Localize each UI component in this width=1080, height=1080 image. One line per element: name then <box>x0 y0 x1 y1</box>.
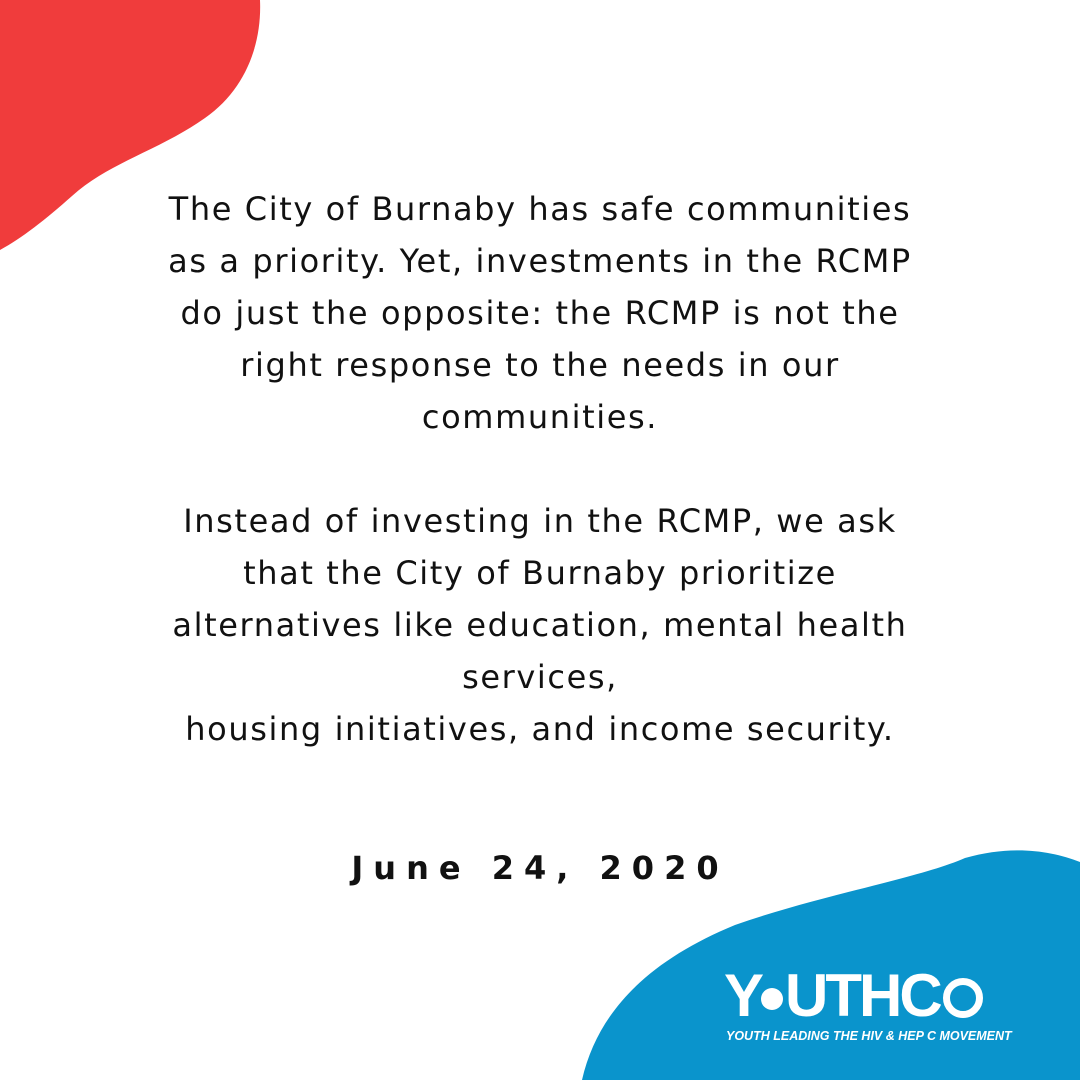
statement-line: housing initiatives, and income security. <box>185 710 895 748</box>
statement-text <box>140 183 940 755</box>
logo-letter-c: C <box>899 962 940 1029</box>
statement-line: The City of Burnaby has safe communities <box>168 190 912 228</box>
statement-line: do just the opposite: the RCMP is not the <box>180 294 900 332</box>
logo-tagline: YOUTH LEADING THE HIV & HEP C MOVEMENT <box>726 1029 1012 1043</box>
logo-dot-icon <box>761 988 783 1010</box>
statement-date: June 24, 2020 <box>351 849 729 887</box>
logo-wordmark <box>724 962 1034 1029</box>
statement-paragraph-2 <box>140 495 940 755</box>
logo-letter-y: Y <box>724 962 762 1029</box>
statement-line: communities. <box>421 398 659 436</box>
statement-line: Instead of investing in the RCMP, we ask <box>183 502 897 540</box>
youthco-logo <box>724 962 1034 1048</box>
logo-ring-icon <box>943 978 983 1018</box>
logo-letters-uth: UTH <box>785 962 900 1029</box>
statement-line: services, <box>462 658 618 696</box>
statement-line: alternatives like education, mental health <box>172 606 908 644</box>
statement-paragraph-1 <box>140 183 940 443</box>
statement-line: right response to the needs in our <box>240 346 840 384</box>
statement-line: that the City of Burnaby prioritize <box>243 554 837 592</box>
paragraph-spacer <box>140 443 940 495</box>
statement-line: as a priority. Yet, investments in the RCMP <box>168 242 912 280</box>
